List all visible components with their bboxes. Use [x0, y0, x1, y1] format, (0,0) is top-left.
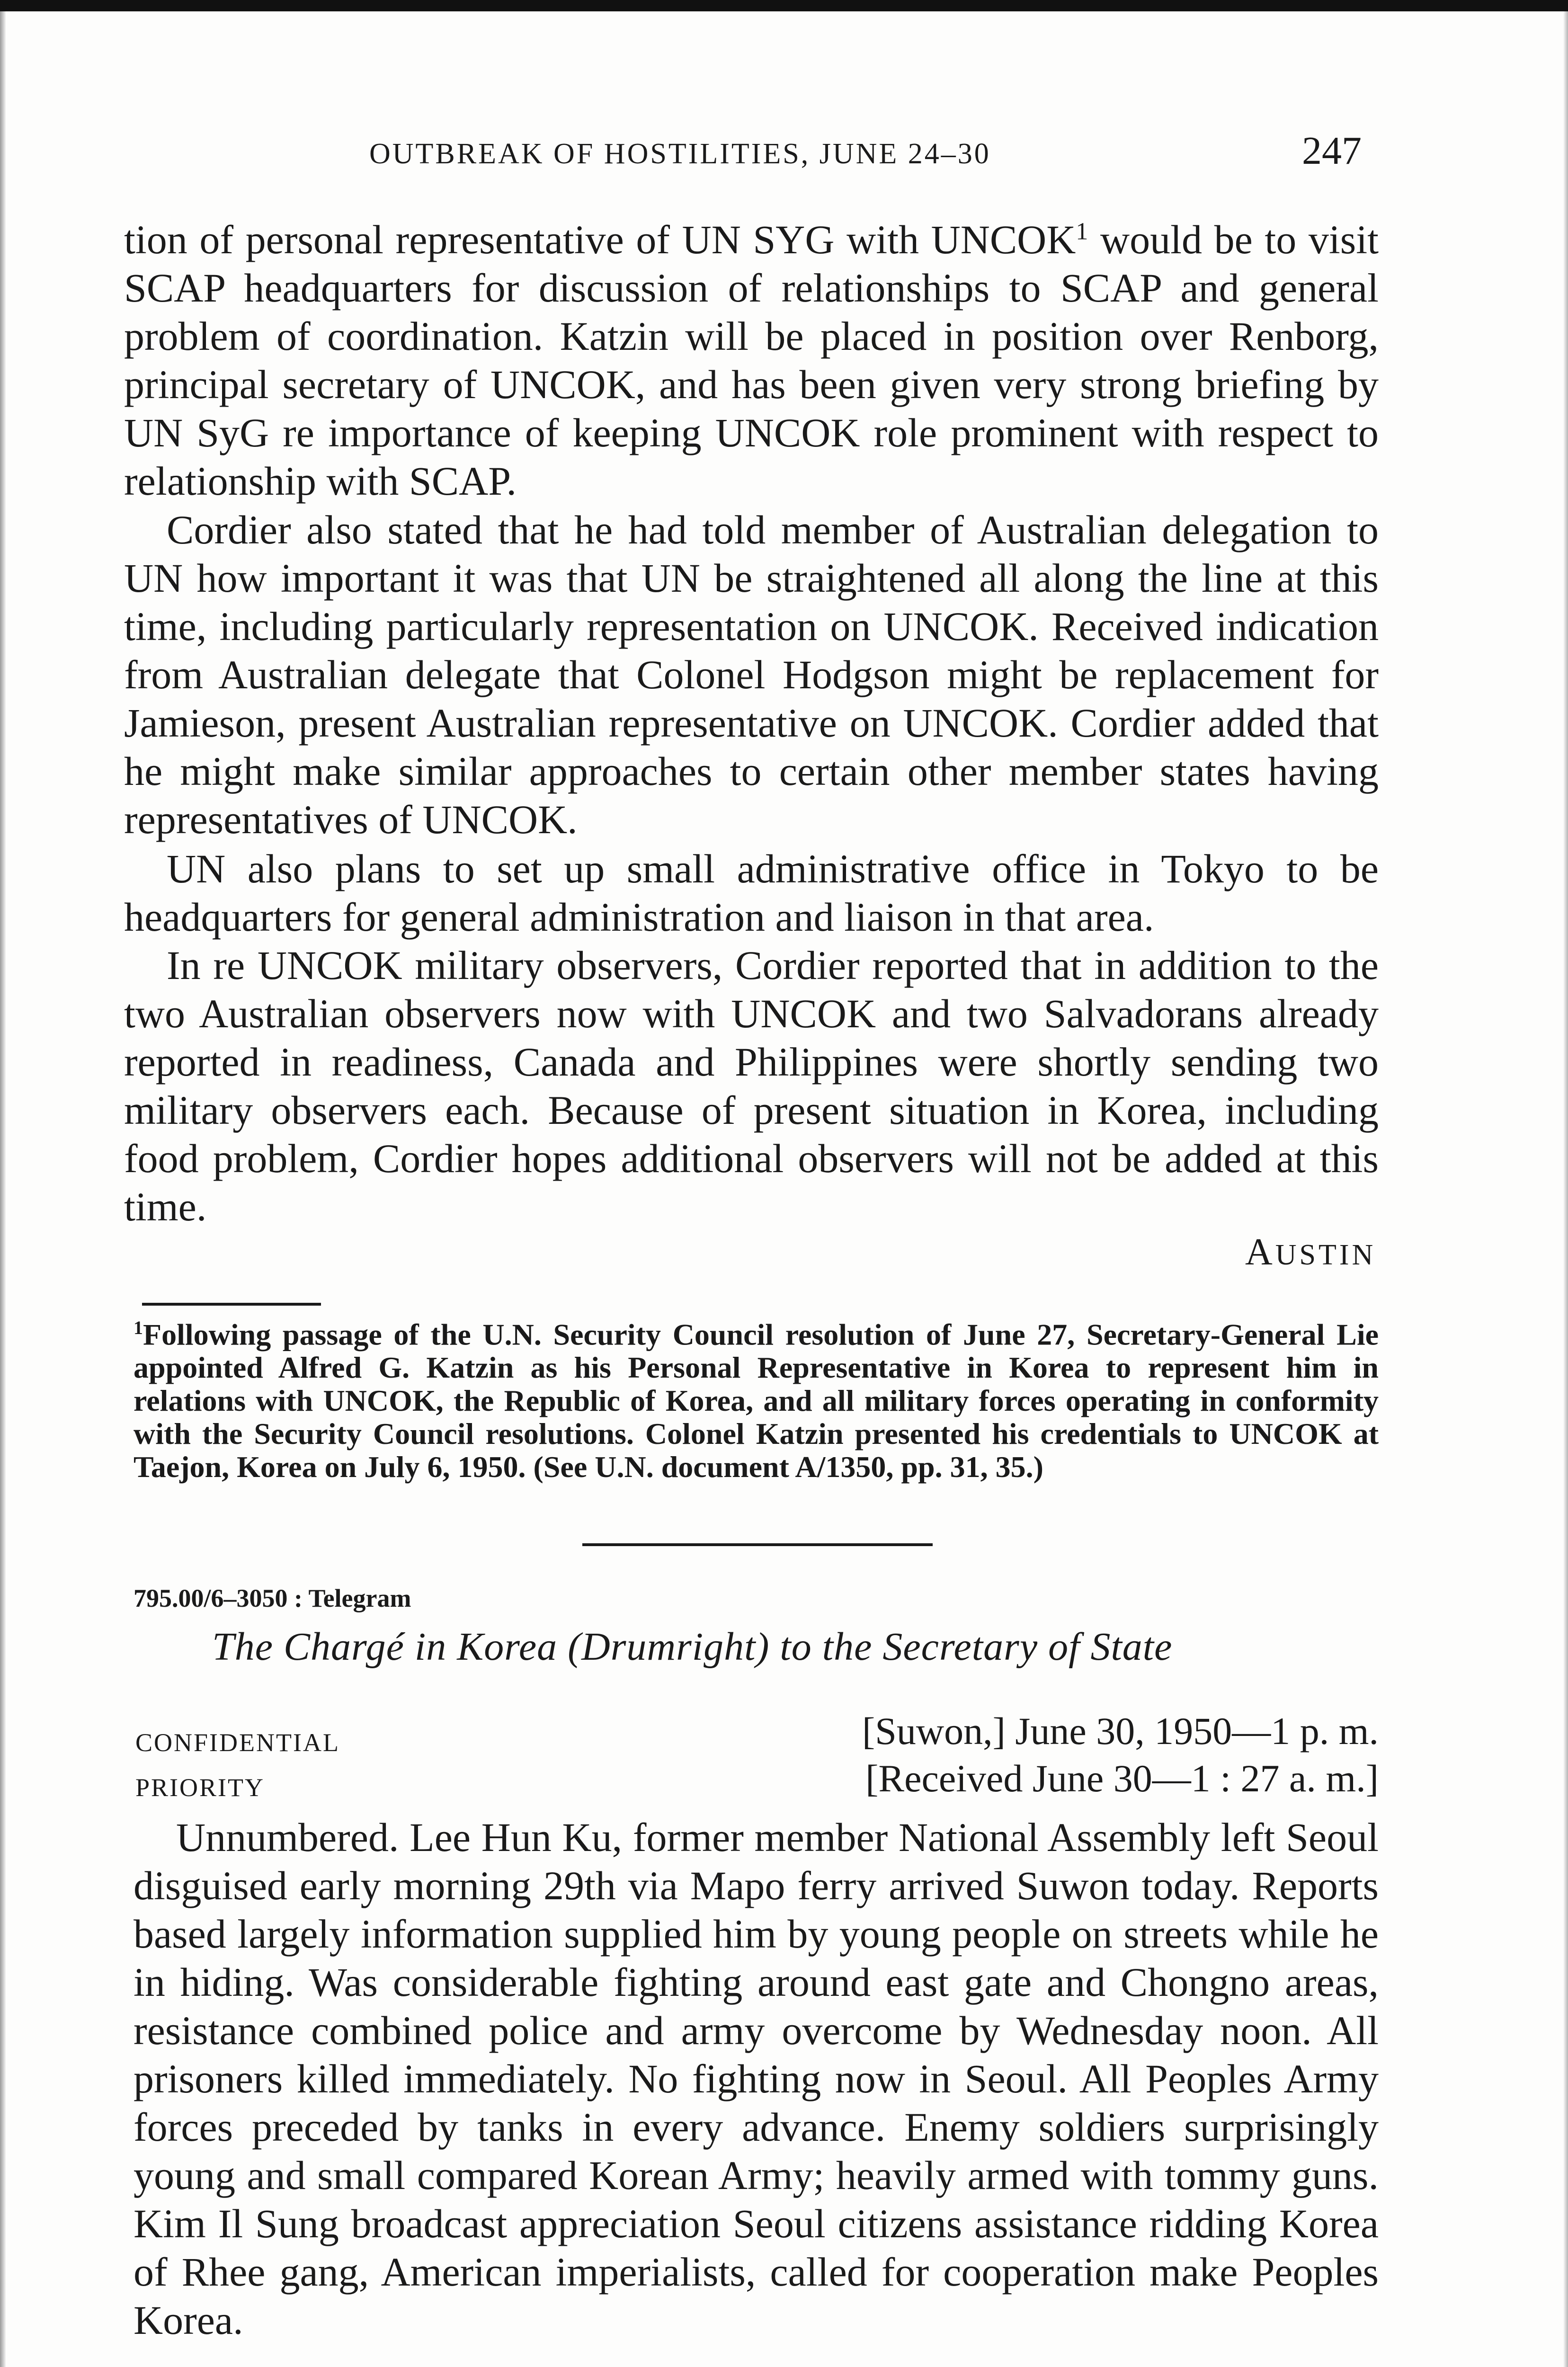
footnote-text: Following passage of the U.N. Security Council resolution of June 27, Secretary-General Lie appointed Alfred G. Katzin as his Personal Representative in Korea to represent him in relations with UNCOK, the Republic of Korea, and all military forces operating in conformity with the Security Council resolutions. Colonel Katzin presented his credentials to UNCOK at Taejon, Korea on July 6, 1950. (See U.N. document A/1350, pp. 31, 35.): [134, 1317, 1379, 1484]
running-head: OUTBREAK OF HOSTILITIES, JUNE 24–30: [369, 138, 991, 170]
paragraph: Cordier also stated that he had told member of Australian delegation to UN how important it was that UN be straightened all along the line at this time, including particularly representation on UNCOK. Received indication from Australian delegate that Colonel Hodgson might be replacement for Jamieson, present Australian representative on UNCOK. Cordier added that he might make similar approaches to certain other member states having representatives of UNCOK.: [124, 507, 1379, 842]
received-line: [Received June 30—1 : 27 a. m.]: [865, 1757, 1379, 1800]
signature-initial: A: [1245, 1231, 1275, 1273]
paragraph-text: tion of personal representative of UN SYG with UNCOK: [124, 217, 1076, 262]
footnote-number: 1: [134, 1317, 143, 1338]
page-number: 247: [1302, 129, 1362, 173]
dateline-place: [Suwon,]: [862, 1709, 1006, 1753]
dateline-date: June 30, 1950—1 p. m.: [1005, 1709, 1379, 1753]
scan-top-edge: [0, 0, 1568, 11]
telegram-body: Unnumbered. Lee Hun Ku, former member National Assembly left Seoul disguised early morning 29th via Mapo ferry arrived Suwon today. Reports based largely information supplied him by young people on streets while he in hiding. Was considerable fighting around east gate and Chongno areas, resistance combined police and army overcome by Wednesday noon. All prisoners killed immediately. No fighting now in Seoul. All Peoples Army forces preceded by tanks in every advance. Enemy soldiers surprisingly young and small compared Korean Army; heavily armed with tommy guns. Kim Il Sung broadcast appreciation Seoul citizens assistance ridding Korea of Rhee gang, American imperialists, called for cooperation make Peoples Korea.: [134, 1815, 1379, 2343]
signature-rest: USTIN: [1275, 1239, 1376, 1271]
classification-priority: PRIORITY: [135, 1773, 265, 1802]
document-title: The Chargé in Korea (Drumright) to the Secretary of State: [212, 1625, 1173, 1669]
dateline: [862, 1709, 1379, 1753]
paragraph-continued: [124, 215, 1379, 505]
signature: [1245, 1231, 1376, 1274]
paragraph: UN also plans to set up small administrative office in Tokyo to be headquarters for general administration and liaison in that area.: [124, 846, 1379, 940]
footnote-rule: [142, 1303, 321, 1306]
footnote: [134, 1311, 1379, 1484]
file-reference: 795.00/6–3050 : Telegram: [134, 1584, 411, 1612]
paragraph: In re UNCOK military observers, Cordier reported that in addition to the two Australian observers now with UNCOK and two Salvadorans already reported in readiness, Canada and Philippines were shortly sending two military observers each. Because of present situation in Korea, including food problem, Cordier hopes additional observers will not be added at this time.: [124, 943, 1379, 1229]
paragraph-text: would be to visit SCAP headquarters for discussion of relationships to SCAP and general problem of coordination. Katzin will be placed in position over Renborg, principal secretary of UNCOK, and has been given very strong briefing by UN SyG re importance of keeping UNCOK role prominent with respect to relationship with SCAP.: [124, 217, 1379, 504]
scan-left-edge: [0, 11, 6, 2367]
classification-confidential: CONFIDENTIAL: [135, 1728, 340, 1757]
section-divider: [582, 1543, 933, 1546]
footnote-marker: 1: [1076, 218, 1088, 245]
scan-right-edge: [1563, 11, 1568, 2367]
